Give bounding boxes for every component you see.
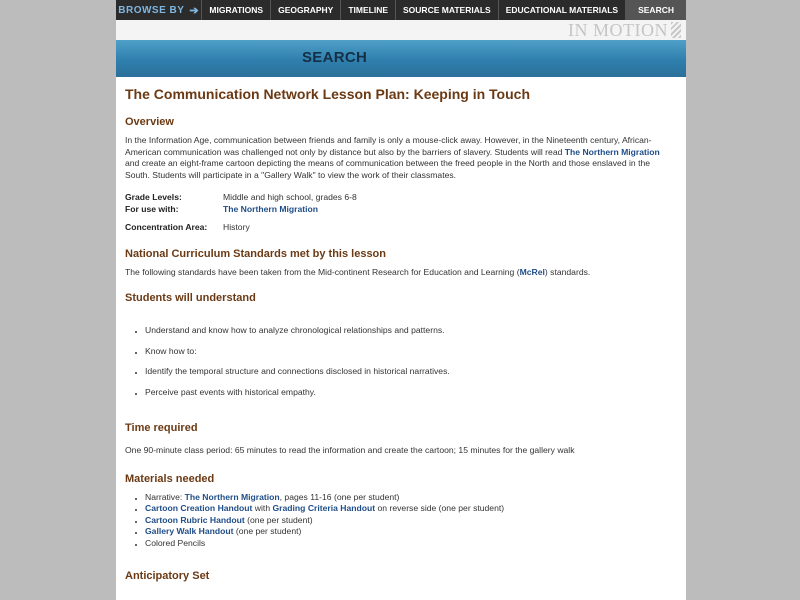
northern-migration-link[interactable]: The Northern Migration <box>564 146 660 157</box>
page <box>116 0 686 600</box>
nav-timeline[interactable]: TIMELINE <box>340 0 395 20</box>
concentration-area-row <box>125 222 675 234</box>
mcrel-link[interactable]: McRel <box>519 266 545 277</box>
list-item: • Narrative: The Northern Migration, pages 11-16 (one per student) <box>145 492 675 504</box>
list-item: • Know how to: <box>145 346 675 358</box>
northern-migration-narrative-link[interactable]: The Northern Migration <box>184 491 280 502</box>
grade-levels-row <box>125 192 675 204</box>
materials-list <box>125 492 675 550</box>
search-banner <box>116 40 686 77</box>
list-item: • Perceive past events with historical empathy. <box>145 387 675 399</box>
time-text: One 90-minute class period: 65 minutes to read the information and create the cartoon; 15 minutes for the gallery walk <box>125 445 575 455</box>
concentration-area-label: Concentration Area: <box>125 222 208 232</box>
anticipatory-set-heading: Anticipatory Set <box>125 570 210 582</box>
grade-levels-label: Grade Levels: <box>125 192 182 202</box>
list-item: • Colored Pencils <box>145 538 675 550</box>
main-content <box>125 85 675 589</box>
list-item: • Cartoon Rubric Handout (one per student) <box>145 515 675 527</box>
for-use-with-link[interactable]: The Northern Migration <box>223 203 319 214</box>
banner-title: SEARCH <box>302 49 368 66</box>
nav-source-materials[interactable]: SOURCE MATERIALS <box>395 0 498 20</box>
cartoon-rubric-handout-link[interactable]: Cartoon Rubric Handout <box>145 514 245 525</box>
for-use-with-row <box>125 204 675 216</box>
list-item: • Cartoon Creation Handout with Grading Criteria Handout on reverse side (one per student) <box>145 503 675 515</box>
understand-heading: Students will understand <box>125 292 256 304</box>
nav-search[interactable]: SEARCH <box>625 0 686 20</box>
logo-row <box>116 20 686 40</box>
for-use-with-label: For use with: <box>125 203 179 214</box>
gallery-walk-handout-link[interactable]: Gallery Walk Handout <box>145 526 234 536</box>
browse-by-button[interactable] <box>116 0 201 20</box>
concentration-area-value: History <box>223 222 250 232</box>
understand-list <box>125 325 675 398</box>
page-title: The Communication Network Lesson Plan: Keeping in Touch <box>125 86 530 102</box>
top-navigation <box>116 0 686 20</box>
cartoon-creation-handout-link[interactable]: Cartoon Creation Handout <box>145 503 253 513</box>
nav-migrations[interactable]: MIGRATIONS <box>201 0 270 20</box>
list-item: • Identify the temporal structure and connections disclosed in historical narratives. <box>145 366 675 378</box>
logo-stripes-icon <box>671 22 681 38</box>
nav-educational-materials[interactable]: EDUCATIONAL MATERIALS <box>498 0 625 20</box>
overview-text: In the Information Age, communication between friends and family is only a mouse-click away. However, in the Nineteenth century, African-American communication was challenged not only by distance but also by the barriers of slavery. Students will read The Northern Migration and create an eight-frame cartoon depicting the means of communication between the freed people in the North and those enslaved in the South. Students will participate in a "Gallery Walk" to view the work of their classmates. <box>125 135 660 180</box>
grading-criteria-handout-link[interactable]: Grading Criteria Handout <box>272 503 376 513</box>
standards-heading: National Curriculum Standards met by this lesson <box>125 247 386 260</box>
standards-text: The following standards have been taken from the Mid-continent Research for Education and Learning (McRel) standards. <box>125 266 591 277</box>
materials-heading: Materials needed <box>125 472 215 485</box>
list-item: • Gallery Walk Handout (one per student) <box>145 526 675 538</box>
time-heading: Time required <box>125 422 198 434</box>
list-item: • Understand and know how to analyze chronological relationships and patterns. <box>145 325 675 337</box>
in-motion-logo[interactable]: IN MOTION <box>568 20 668 40</box>
overview-heading: Overview <box>125 116 174 128</box>
nav-geography[interactable]: GEOGRAPHY <box>270 0 340 20</box>
arrow-right-icon: ➔ <box>189 4 200 17</box>
grade-levels-value: Middle and high school, grades 6-8 <box>223 192 357 202</box>
browse-by-label: BROWSE BY <box>118 4 185 16</box>
